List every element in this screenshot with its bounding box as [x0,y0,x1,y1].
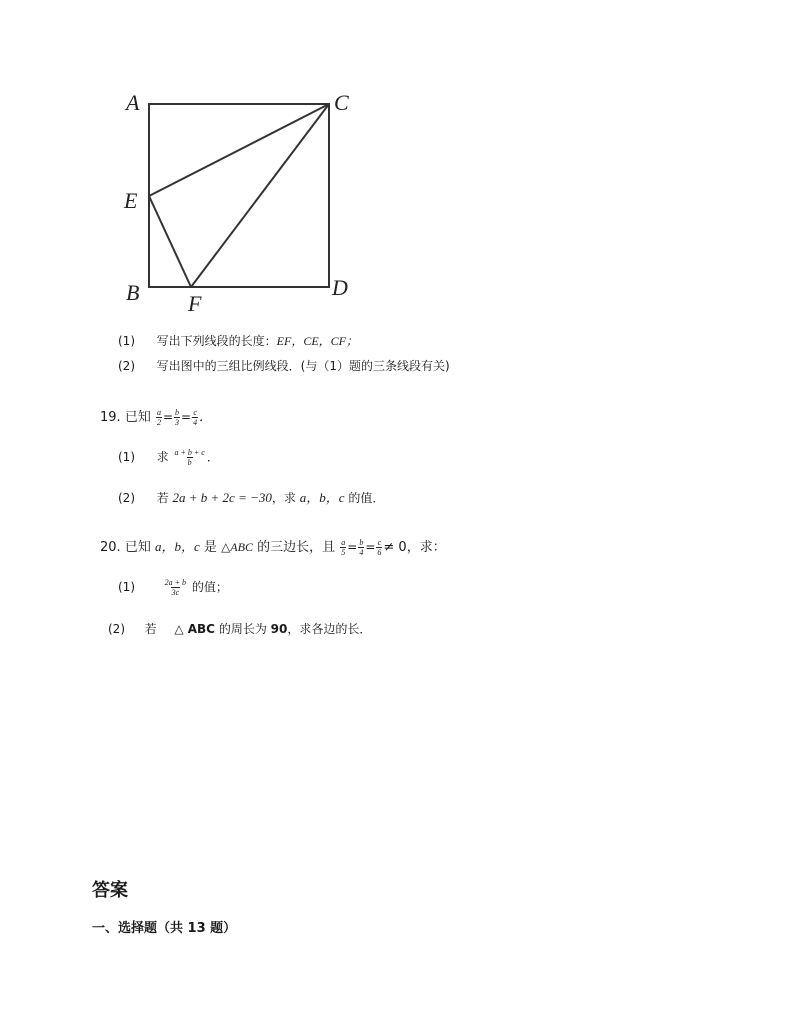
vertex-label-b: B [126,280,140,305]
q19-fraction-c4: $\frac{c}{4}$ [193,408,198,427]
q19-sub1-fraction: $\frac{a + b + c}{b}$ [174,448,205,467]
answers-heading: 答案 [92,880,128,901]
q18-sub1-segments: EF，CE，CF； [276,334,359,348]
q18-sub2-number: (2) [118,359,135,373]
square-abdc [149,104,329,287]
q19-sub1-end: ． [206,450,219,464]
q20-neq: ≠ 0 [383,540,407,555]
q20-is: 是 [203,540,217,555]
segment-fc [191,104,329,287]
segment-ef [149,196,191,287]
q20-sub1-end: 的值； [191,580,228,594]
geometry-figure [118,88,368,320]
q19-sub2-equation: 2a + b + 2c = −30 [172,490,272,505]
q19-sub2-lead: 若 [156,491,169,505]
q19-sub2-number: (2) [118,491,135,505]
q19-fraction-a2: $\frac{a}{2}$ [156,408,161,427]
vertex-label-e: E [124,188,138,213]
q19-sub2-vars: a，b，c [299,490,345,505]
q19-number: 19. [100,410,121,425]
vertex-label-c: C [334,90,349,115]
q19-sub1-number: (1) [118,450,135,464]
q20-vars: a，b，c [154,539,200,554]
q20-sub2-value: 90 [270,622,288,636]
q20-sub2-mid: 的周长为 [218,622,267,636]
vertex-label-a: A [126,90,140,115]
q19-sub1 [118,448,219,467]
q19-sub2-end: 的值． [348,491,385,505]
q20-sub1 [118,578,228,597]
q20-number: 20. [100,540,121,555]
q18-sub2 [118,357,450,374]
q20-sub2 [108,620,371,637]
q20-sub2-triangle: △ ABC [174,622,215,636]
q18-sub1-number: (1) [118,334,135,348]
segment-ec [149,104,329,196]
q19-end: ． [199,410,213,425]
q19-stem: 19. 已知 $\frac{a}{2}$ = $\frac{b}{3}$ = $\frac{c}{4}$ ． [100,408,213,427]
q18-sub1-text: 写出下列线段的长度： [156,334,277,348]
q20-sub2-number: (2) [108,622,125,636]
q20-triangle: △ABC [221,540,253,554]
vertex-label-f: F [188,291,202,316]
q18-sub2-text: 写出图中的三组比例线段．(与（1）题的三条线段有关) [156,359,450,373]
q19-fraction-b3: $\frac{b}{3}$ [175,408,180,427]
q19-lead: 已知 [124,410,151,425]
q20-lead: 已知 [124,540,151,555]
q20-fraction-c6: $\frac{c}{6}$ [377,538,382,557]
q20-mid: 的三边长，且 [257,540,336,555]
q20-sub1-fraction: $\frac{2a + b}{3c}$ [164,578,187,597]
q19-sub1-lead: 求 [156,450,169,464]
q20-sub2-end: ，求各边的长． [287,622,372,636]
q18-sub1 [118,332,358,349]
q20-fraction-b4: $\frac{b}{4}$ [359,538,364,557]
answers-section-title: 一、选择题（共 13 题） [92,921,237,936]
q20-fraction-a5: $\frac{a}{5}$ [341,538,346,557]
q20-sub2-lead: 若 [144,622,157,636]
q19-sub2-rest: ，求 [271,491,296,505]
q19-sub2 [118,487,384,506]
vertex-label-d: D [332,275,348,300]
q20-stem: 20. 已知 a，b，c 是 △ABC 的三边长，且 $\frac{a}{5}$ = $\frac{b}{4}$ = $\frac{c}{6}$ ≠ 0，求： [100,538,446,557]
q20-sub1-number: (1) [118,580,135,594]
q20-end: ，求： [406,540,446,555]
